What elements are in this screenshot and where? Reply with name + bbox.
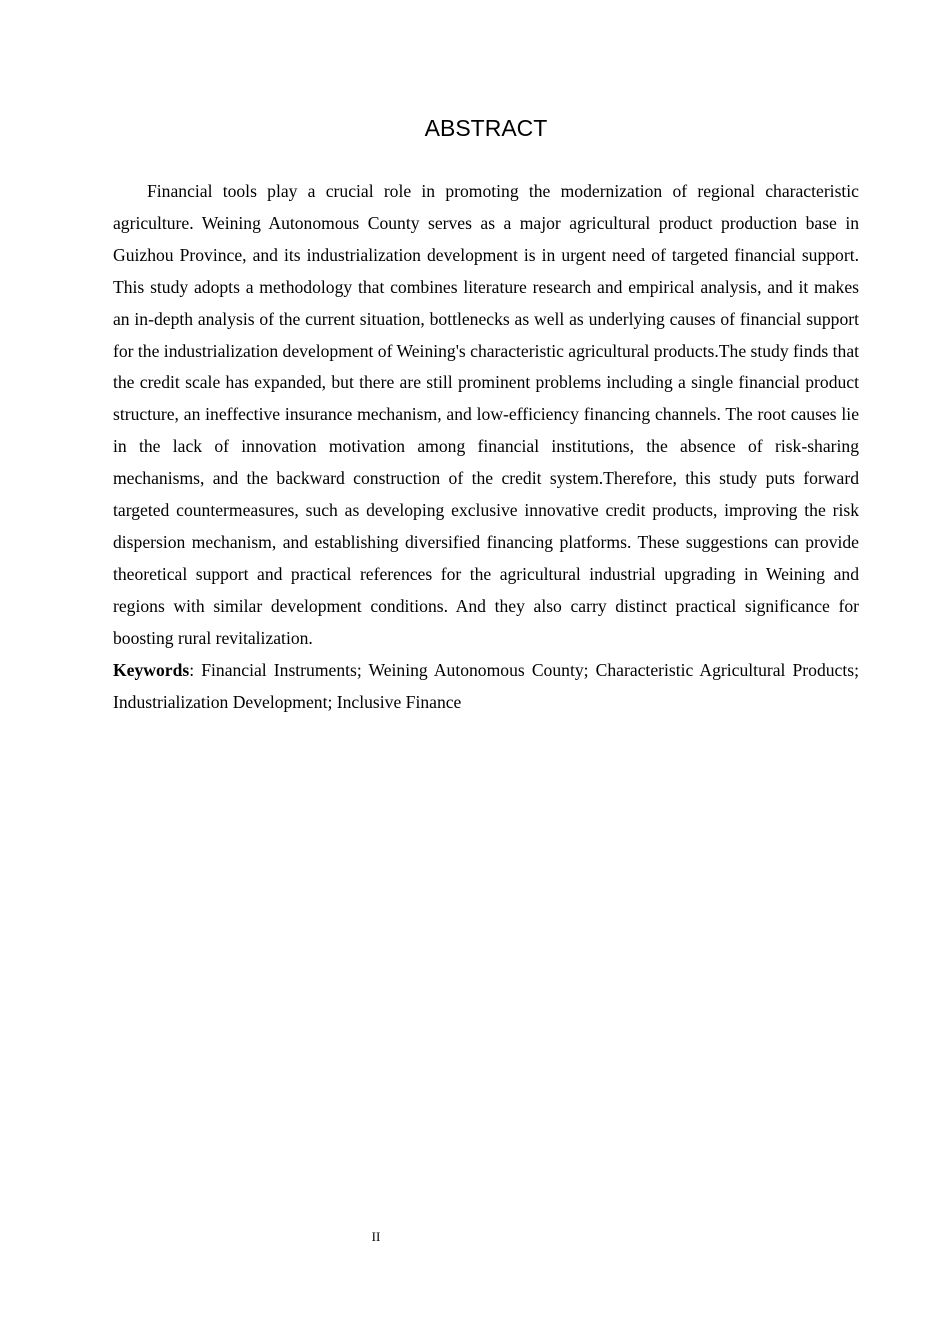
abstract-paragraph: Financial tools play a crucial role in promoting the modernization of regional characteristic agriculture. Weining Autonomous County serves as a major agricultural product production base in Guizhou Province, and its industrialization development is in urgent need of targeted financial support. This study adopts a methodology that combines literature research and empirical analysis, and it makes an in-depth analysis of the current situation, bottlenecks as well as underlying causes of financial support for the industrialization development of Weining's characteristic agricultural products.The study finds that the credit scale has expanded, but there are still prominent problems including a single financial product structure, an ineffective insurance mechanism, and low-efficiency financing channels. The root causes lie in the lack of innovation motivation among financial institutions, the absence of risk-sharing mechanisms, and the backward construction of the credit system.Therefore, this study puts forward targeted countermeasures, such as developing exclusive innovative credit products, improving the risk dispersion mechanism, and establishing diversified financing platforms. These suggestions can provide theoretical support and practical references for the agricultural industrial upgrading in Weining and regions with similar development conditions. And they also carry distinct practical significance for boosting rural revitalization. (113, 181, 860, 648)
keywords-paragraph (113, 655, 859, 719)
keywords-label: Keywords (113, 659, 190, 680)
keywords-list: Financial Instruments; Weining Autonomous County; Characteristic Agricultural Products; Industrialization Development; Inclusive Finance (113, 659, 859, 712)
abstract-body (113, 176, 859, 718)
abstract-title: ABSTRACT (424, 115, 548, 141)
page-number: II (371, 1229, 381, 1244)
keywords-separator: : (189, 659, 202, 680)
